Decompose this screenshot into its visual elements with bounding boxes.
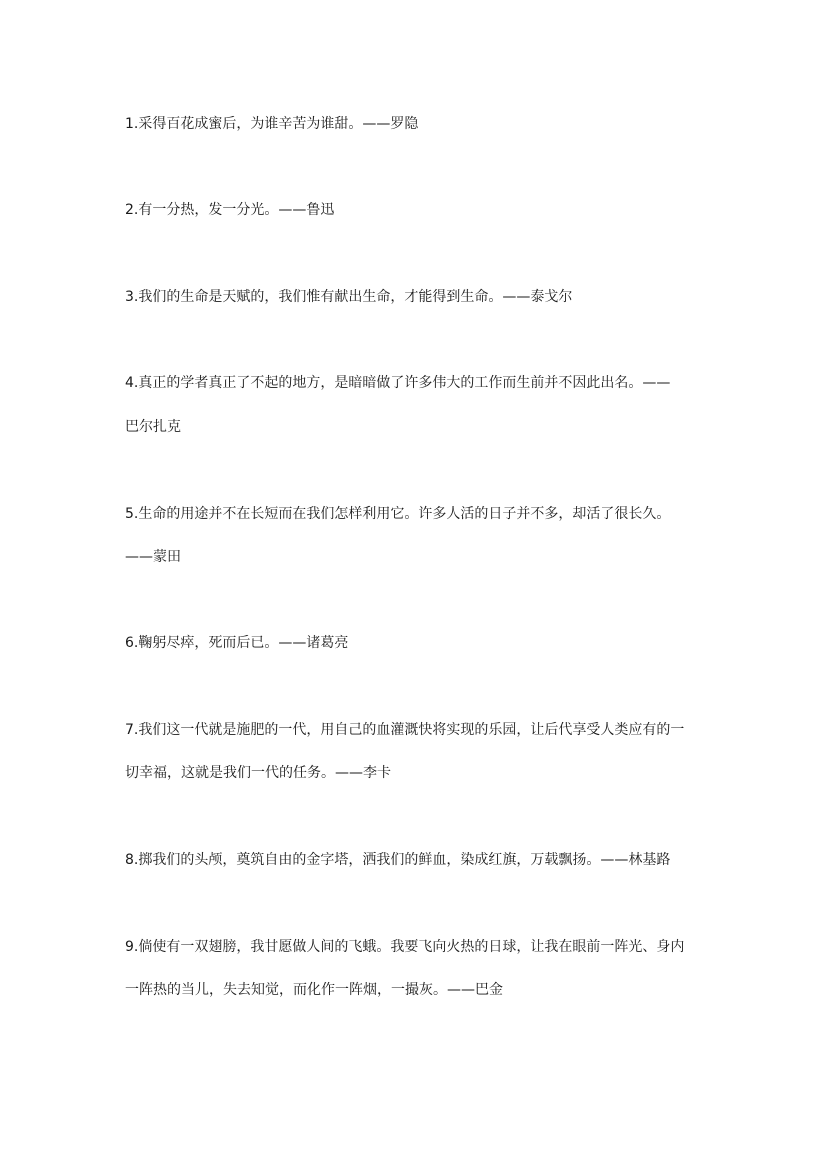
quote-9-line-2: 一阵热的当儿，失去知觉，而化作一阵烟，一撮灰。——巴金 <box>125 982 503 998</box>
quote-3-line-1: 3.我们的生命是天赋的，我们惟有献出生命，才能得到生命。——泰戈尔 <box>125 289 573 305</box>
quote-7-line-2: 切幸福，这就是我们一代的任务。——李卡 <box>125 765 391 781</box>
quote-8-line-1: 8.掷我们的头颅，奠筑自由的金字塔，洒我们的鲜血，染成红旗，万载飘扬。——林基路 <box>125 852 671 868</box>
quote-7-line-1: 7.我们这一代就是施肥的一代，用自己的血灌溉快将实现的乐园，让后代享受人类应有的一 <box>125 722 685 738</box>
quote-5-line-1: 5.生命的用途并不在长短而在我们怎样利用它。许多人活的日子并不多，却活了很长久。 <box>125 506 671 522</box>
quote-6-line-1: 6.鞠躬尽瘁，死而后已。——诸葛亮 <box>125 635 349 651</box>
quote-2-line-1: 2.有一分热，发一分光。——鲁迅 <box>125 202 335 218</box>
quote-5-line-2: ——蒙田 <box>125 549 181 565</box>
quote-4-line-2: 巴尔扎克 <box>125 419 181 435</box>
quote-1-line-1: 1.采得百花成蜜后，为谁辛苦为谁甜。——罗隐 <box>125 116 419 132</box>
quote-9-line-1: 9.倘使有一双翅膀，我甘愿做人间的飞蛾。我要飞向火热的日球，让我在眼前一阵光、身内 <box>125 939 685 955</box>
quote-4-line-1: 4.真正的学者真正了不起的地方，是暗暗做了许多伟大的工作而生前并不因此出名。—— <box>125 375 671 391</box>
